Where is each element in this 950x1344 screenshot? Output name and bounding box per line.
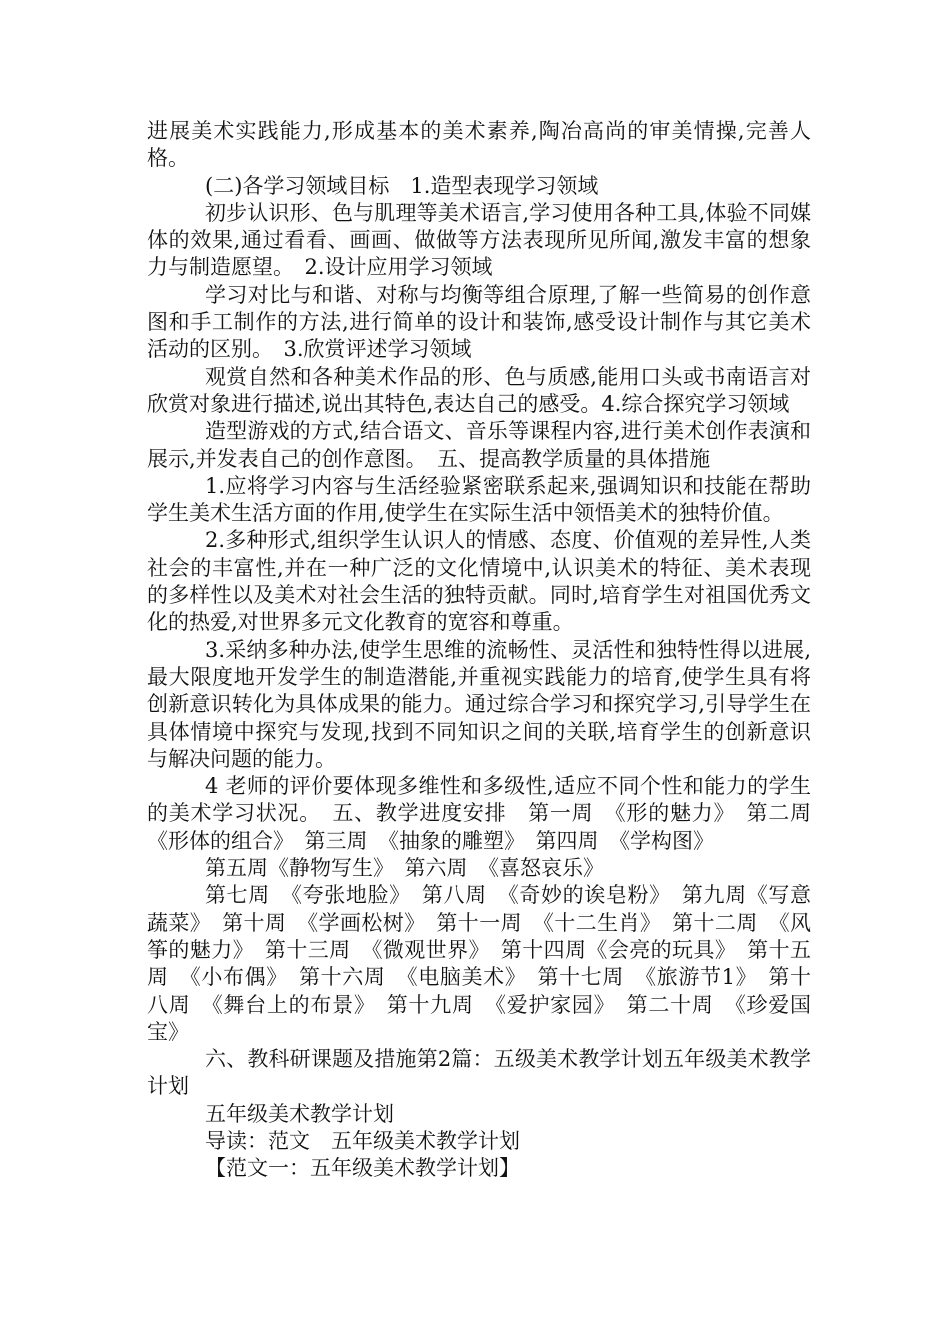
document-body — [147, 118, 832, 1183]
paragraph: 五年级美术教学计划 — [205, 1101, 394, 1126]
paragraph: 1.应将学习内容与生活经验紧密联系起来,强调知识和技能在帮助学生美术生活方面的作用,使学生在实际生活中领悟美术的独特价值。 — [147, 473, 811, 526]
paragraph: 初步认识形、色与肌理等美术语言,学习使用各种工具,体验不同媒体的效果,通过看看、画画、做做等方法表现所见所闻,激发丰富的想象力与制造愿望。 2.设计应用学习领域 — [147, 200, 811, 280]
paragraph: 4 老师的评价要体现多维性和多级性,适应不同个性和能力的学生的美术学习状况。 五、教学进度安排 第一周 《形的魅力》 第二周 《形体的组合》 第三周 《抽象的雕塑》 第四周 《学构图》 — [147, 774, 832, 853]
paragraph: 第七周 《夸张地脸》 第八周 《奇妙的诶皂粉》 第九周《写意蔬菜》 第十周 《学画松树》 第十一周 《十二生肖》 第十二周 《风筝的魅力》 第十三周 《微观世界》 第十四周《会亮的玩具》 第十五周 《小布偶》 第十六周 《电脑美术》 第十七周 《旅游节1》 第十八周 《舞台上的布景》 第十九周 《爱护家园》 第二十周 《珍爱国宝》 — [147, 883, 811, 1044]
paragraph: 2.多种形式,组织学生认识人的情感、态度、价值观的差异性,人类社会的丰富性,并在一种广泛的文化情境中,认识美术的特征、美术表现的多样性以及美术对社会生活的独特贡献。同时,培育学生对祖国优秀文化的热爱,对世界多元文化教育的宽容和尊重。 — [147, 528, 811, 635]
paragraph: 3.采纳多种办法,使学生思维的流畅性、灵活性和独特性得以进展,最大限度地开发学生的制造潜能,并重视实践能力的培育,使学生具有将创新意识转化为具体成果的能力。通过综合学习和探究学习,引导学生在具体情境中探究与发现,找到不同知识之间的关联,培育学生的创新意识与解决问题的能力。 — [147, 637, 811, 771]
paragraph: 六、教科研课题及措施第2篇：五级美术教学计划五年级美术教学计划 — [147, 1047, 811, 1099]
paragraph: (二)各学习领域目标 1.造型表现学习领域 — [205, 173, 599, 198]
paragraph: 造型游戏的方式,结合语文、音乐等课程内容,进行美术创作表演和展示,并发表自己的创作意图。 五、提高教学质量的具体措施 — [147, 419, 811, 471]
paragraph: 进展美术实践能力,形成基本的美术素养,陶冶高尚的审美情操,完善人格。 — [147, 119, 811, 171]
paragraph: 学习对比与和谐、对称与均衡等组合原理,了解一些简易的创作意图和手工制作的方法,进行简单的设计和装饰,感受设计制作与其它美术活动的区别。 3.欣赏评述学习领域 — [147, 282, 811, 362]
paragraph: 观赏自然和各种美术作品的形、色与质感,能用口头或书南语言对欣赏对象进行描述,说出其特色,表达自己的感受。4.综合探究学习领域 — [147, 364, 811, 416]
paragraph: 导读：范文 五年级美术教学计划 — [205, 1128, 520, 1153]
paragraph: 第五周《静物写生》 第六周 《喜怒哀乐》 — [205, 856, 604, 881]
paragraph: 【范文一：五年级美术教学计划】 — [205, 1156, 520, 1181]
